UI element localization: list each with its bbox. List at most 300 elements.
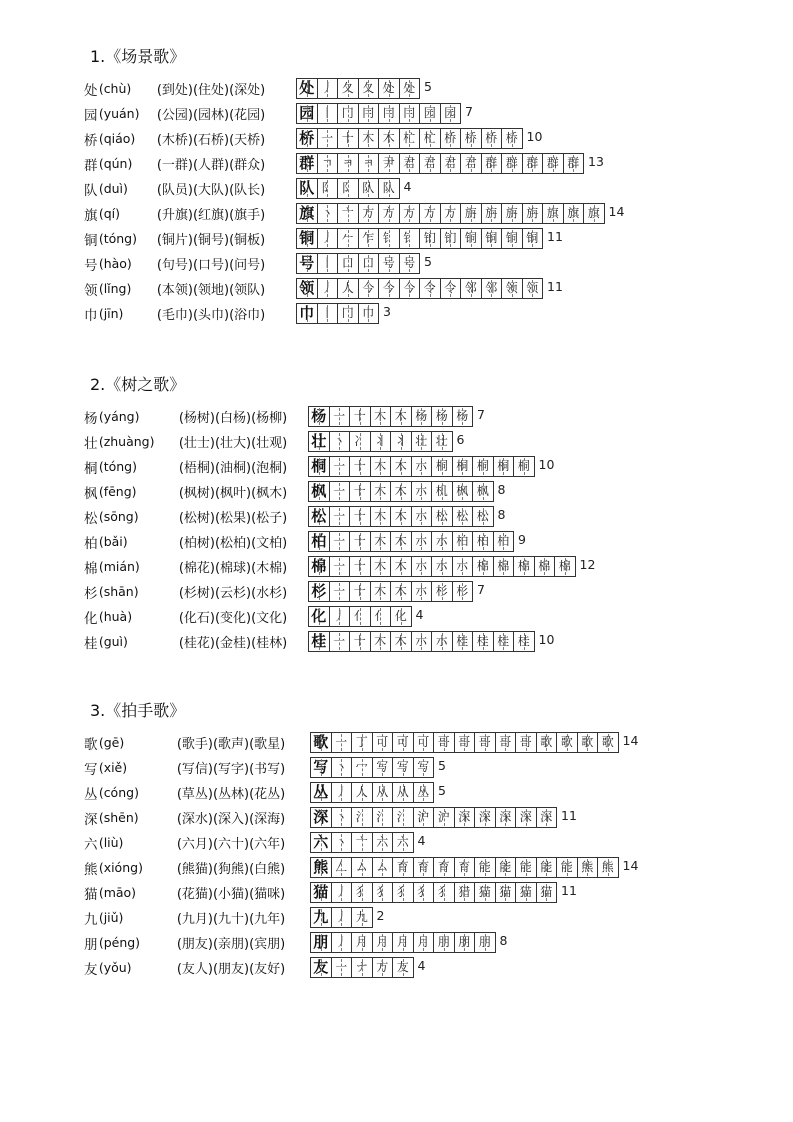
stroke-box: 能 <box>496 858 517 877</box>
phrases-label: (句号)(口号)(问号) <box>156 258 266 273</box>
phrases-label: (公园)(园林)(花园) <box>156 108 266 123</box>
stroke-box: 木 <box>391 457 412 476</box>
phrases-label: (毛巾)(头巾)(浴巾) <box>156 308 266 323</box>
stroke-box: 令 <box>441 279 462 298</box>
stroke-box: 朩 <box>453 557 474 576</box>
stroke-order-boxes <box>310 882 557 903</box>
phrases-label: (升旗)(红旗)(旗手) <box>156 208 266 223</box>
pinyin-label: (gē) <box>98 735 125 750</box>
char-box: 号 <box>297 254 318 273</box>
stroke-count: 4 <box>403 179 412 194</box>
stroke-box: 从 <box>393 783 414 802</box>
stroke-box: 哥 <box>496 733 517 752</box>
stroke-box: 松 <box>432 507 453 526</box>
list-item <box>84 276 563 301</box>
stroke-box: 乍 <box>359 229 380 248</box>
phrases-label: (桂花)(金桂)(桂林) <box>178 636 288 651</box>
stroke-box: 沪 <box>414 808 435 827</box>
stroke-box: 化 <box>391 607 412 626</box>
stroke-box: 犭 <box>414 883 435 902</box>
stroke-box: 夂 <box>359 79 380 98</box>
phrases-label: (友人)(朋友)(友好) <box>176 962 286 977</box>
pinyin-label: (lǐng) <box>98 281 132 296</box>
list-item <box>84 805 577 830</box>
stroke-box: 朩 <box>412 632 433 651</box>
stroke-box: 木 <box>391 557 412 576</box>
stroke-count: 14 <box>608 204 625 219</box>
stroke-order-boxes <box>308 481 494 502</box>
stroke-box: 旃 <box>502 204 523 223</box>
stroke-box: 一 <box>330 407 351 426</box>
stroke-box: 壮 <box>412 432 433 451</box>
stroke-box: 哥 <box>434 733 455 752</box>
stroke-box: 沪 <box>434 808 455 827</box>
stroke-box: 棉 <box>473 557 494 576</box>
stroke-box: 钅 <box>379 229 400 248</box>
stroke-count: 11 <box>547 279 563 294</box>
char-label: 壮 <box>84 435 98 452</box>
stroke-box: 深 <box>496 808 517 827</box>
stroke-order-boxes <box>296 278 543 299</box>
pinyin-label: (péng) <box>98 935 141 950</box>
stroke-box: 一 <box>330 507 351 526</box>
list-item <box>84 629 555 654</box>
stroke-box: 杉 <box>453 582 474 601</box>
char-box: 队 <box>297 179 318 198</box>
char-box: 枫 <box>309 482 330 501</box>
char-box: 棉 <box>309 557 330 576</box>
list-item <box>84 301 391 326</box>
stroke-box: 君 <box>420 154 441 173</box>
stroke-box: 今 <box>379 279 400 298</box>
stroke-box: 歌 <box>578 733 599 752</box>
stroke-box: 朩 <box>412 482 433 501</box>
stroke-box: 深 <box>516 808 537 827</box>
stroke-box: 邻 <box>461 279 482 298</box>
stroke-order-boxes <box>310 757 434 778</box>
stroke-box: 旗 <box>564 204 585 223</box>
pinyin-label: (mián) <box>98 559 140 574</box>
stroke-box: 木 <box>379 129 400 148</box>
char-label: 队 <box>84 182 98 199</box>
char-box: 九 <box>311 908 332 927</box>
list-item <box>84 780 446 805</box>
stroke-count: 8 <box>497 507 506 522</box>
phrases-label: (花猫)(小猫)(猫咪) <box>176 887 286 902</box>
char-label: 猫 <box>84 886 98 903</box>
stroke-count: 11 <box>547 229 563 244</box>
stroke-box: 朋 <box>455 933 476 952</box>
stroke-box: 枫 <box>453 482 474 501</box>
char-label: 巾 <box>84 307 98 324</box>
char-label: 号 <box>84 257 98 274</box>
stroke-count: 10 <box>538 457 555 472</box>
stroke-count: 10 <box>526 129 543 144</box>
stroke-box: 木 <box>371 582 392 601</box>
char-box: 柏 <box>309 532 330 551</box>
stroke-box: 哥 <box>455 733 476 752</box>
pinyin-label: (māo) <box>98 885 137 900</box>
stroke-box: 深 <box>455 808 476 827</box>
stroke-box: 六 <box>393 833 414 852</box>
pinyin-label: (jiǔ) <box>98 910 124 925</box>
stroke-box: 犭 <box>373 883 394 902</box>
pinyin-label: (huà) <box>98 609 133 624</box>
stroke-order-boxes <box>296 253 420 274</box>
pinyin-label: (xióng) <box>98 860 143 875</box>
stroke-box: 棉 <box>494 557 515 576</box>
char-box: 巾 <box>297 304 318 323</box>
stroke-box: 友 <box>393 958 414 977</box>
char-box: 朋 <box>311 933 332 952</box>
phrases-label: (杉树)(云杉)(水杉) <box>178 586 288 601</box>
stroke-count: 5 <box>424 79 432 94</box>
stroke-box: 钅 <box>400 229 421 248</box>
stroke-box: 队 <box>359 179 380 198</box>
stroke-box: 方 <box>379 204 400 223</box>
char-label: 领 <box>84 282 98 299</box>
stroke-box: 钔 <box>441 229 462 248</box>
stroke-box: 歌 <box>537 733 558 752</box>
char-label: 歌 <box>84 736 98 753</box>
stroke-box: 熊 <box>598 858 619 877</box>
char-box: 写 <box>311 758 332 777</box>
stroke-box: 朩 <box>432 557 453 576</box>
stroke-box: 丿 <box>318 79 339 98</box>
stroke-box: 𠂉 <box>338 229 359 248</box>
phrases-label: (木桥)(石桥)(天桥) <box>156 133 266 148</box>
stroke-box: 人 <box>352 783 373 802</box>
pinyin-label: (zhuàng) <box>98 434 155 449</box>
stroke-box: 可 <box>393 733 414 752</box>
stroke-box: 口 <box>359 254 380 273</box>
char-label: 九 <box>84 911 98 928</box>
pinyin-label: (yuán) <box>98 106 140 121</box>
phrases-label: (到处)(住处)(深处) <box>156 83 266 98</box>
stroke-box: 月 <box>414 933 435 952</box>
pinyin-label: (jīn) <box>98 306 124 321</box>
pinyin-label: (chù) <box>98 81 132 96</box>
char-label: 旗 <box>84 207 98 224</box>
stroke-box: 从 <box>373 783 394 802</box>
stroke-box: 十 <box>350 632 371 651</box>
stroke-box: 木 <box>359 129 380 148</box>
stroke-box: 朋 <box>434 933 455 952</box>
section-title: 3.《拍手歌》 <box>90 701 186 720</box>
pinyin-label: (sōng) <box>98 509 139 524</box>
char-label: 柏 <box>84 535 98 552</box>
stroke-box: 园 <box>420 104 441 123</box>
stroke-box: 方 <box>420 204 441 223</box>
stroke-box: 桂 <box>473 632 494 651</box>
char-list <box>84 404 596 654</box>
stroke-box: 氵 <box>393 808 414 827</box>
list-item <box>84 226 563 251</box>
stroke-box: 冃 <box>400 104 421 123</box>
stroke-box: 木 <box>391 532 412 551</box>
stroke-box: 丿 <box>332 933 353 952</box>
stroke-box: 旃 <box>482 204 503 223</box>
list-item <box>84 201 625 226</box>
stroke-order-boxes <box>310 957 414 978</box>
phrases-label: (歌手)(歌声)(歌星) <box>176 737 286 752</box>
list-item <box>84 151 604 176</box>
stroke-box: 冖 <box>352 758 373 777</box>
phrases-label: (队员)(大队)(队长) <box>156 183 266 198</box>
stroke-box: 一 <box>330 532 351 551</box>
stroke-box: 朩 <box>412 557 433 576</box>
stroke-order-boxes <box>310 732 619 753</box>
stroke-count: 11 <box>561 883 577 898</box>
stroke-box: 方 <box>400 204 421 223</box>
stroke-box: 号 <box>400 254 421 273</box>
stroke-box: 一 <box>330 632 351 651</box>
stroke-box: 铜 <box>523 229 544 248</box>
pinyin-label: (tóng) <box>98 231 137 246</box>
stroke-count: 14 <box>622 858 639 873</box>
stroke-box: 杨 <box>412 407 433 426</box>
stroke-box: 一 <box>332 733 353 752</box>
stroke-box: 棉 <box>514 557 535 576</box>
stroke-box: 木 <box>371 457 392 476</box>
stroke-box: 犭 <box>393 883 414 902</box>
list-item <box>84 101 473 126</box>
stroke-box: 方 <box>373 958 394 977</box>
stroke-box: 亠 <box>352 833 373 852</box>
stroke-box: 犭 <box>434 883 455 902</box>
stroke-order-boxes <box>308 556 576 577</box>
phrases-label: (壮士)(壮大)(壮观) <box>178 436 288 451</box>
char-label: 松 <box>84 510 98 527</box>
list-item <box>84 504 506 529</box>
pinyin-label: (yáng) <box>98 409 140 424</box>
stroke-order-boxes <box>296 303 379 324</box>
stroke-box: ナ <box>352 958 373 977</box>
stroke-box: 口 <box>338 254 359 273</box>
stroke-box: ㅋ <box>359 154 380 173</box>
stroke-box: ム <box>352 858 373 877</box>
char-label: 群 <box>84 157 98 174</box>
stroke-box: 可 <box>414 733 435 752</box>
stroke-box: 队 <box>379 179 400 198</box>
list-item <box>84 479 506 504</box>
stroke-order-boxes <box>308 406 473 427</box>
char-label: 朋 <box>84 936 98 953</box>
stroke-box: 丁 <box>352 733 373 752</box>
list-item <box>84 126 543 151</box>
stroke-box: 月 <box>352 933 373 952</box>
stroke-order-boxes <box>310 832 414 853</box>
list-item <box>84 955 426 980</box>
stroke-box: 朋 <box>475 933 496 952</box>
stroke-box: 一 <box>330 557 351 576</box>
stroke-box: 月 <box>393 933 414 952</box>
stroke-box: 旗 <box>584 204 605 223</box>
char-label: 杉 <box>84 585 98 602</box>
stroke-box: 亠 <box>338 204 359 223</box>
stroke-box: 旗 <box>543 204 564 223</box>
stroke-box: 十 <box>350 557 371 576</box>
char-label: 枫 <box>84 485 98 502</box>
stroke-box: 丶 <box>318 204 339 223</box>
stroke-box: 夂 <box>338 79 359 98</box>
stroke-box: 群 <box>564 154 585 173</box>
stroke-box: 能 <box>475 858 496 877</box>
phrases-label: (铜片)(铜号)(铜板) <box>156 233 266 248</box>
stroke-box: 钔 <box>420 229 441 248</box>
pinyin-label: (hào) <box>98 256 132 271</box>
char-box: 群 <box>297 154 318 173</box>
stroke-count: 10 <box>538 632 555 647</box>
pinyin-label: (qún) <box>98 156 133 171</box>
stroke-count: 5 <box>438 758 446 773</box>
stroke-box: 一 <box>332 958 353 977</box>
phrases-label: (梧桐)(油桐)(泡桐) <box>178 461 288 476</box>
section-title: 2.《树之歌》 <box>90 375 186 394</box>
char-box: 熊 <box>311 858 332 877</box>
phrases-label: (写信)(写字)(书写) <box>176 762 286 777</box>
pinyin-label: (shān) <box>98 584 139 599</box>
list-item <box>84 529 526 554</box>
stroke-box: 育 <box>414 858 435 877</box>
stroke-box: 杧 <box>420 129 441 148</box>
stroke-box: 棉 <box>535 557 556 576</box>
stroke-order-boxes <box>310 807 557 828</box>
stroke-count: 6 <box>456 432 465 447</box>
stroke-box: 桥 <box>441 129 462 148</box>
char-label: 园 <box>84 107 98 124</box>
stroke-box: 一 <box>330 582 351 601</box>
stroke-box: 松 <box>473 507 494 526</box>
stroke-order-boxes <box>296 153 584 174</box>
stroke-order-boxes <box>308 581 473 602</box>
stroke-box: 氵 <box>352 808 373 827</box>
stroke-box: 桐 <box>432 457 453 476</box>
stroke-order-boxes <box>308 431 453 452</box>
stroke-box: 桐 <box>514 457 535 476</box>
stroke-count: 14 <box>622 733 639 748</box>
stroke-box: 领 <box>502 279 523 298</box>
stroke-box: 今 <box>359 279 380 298</box>
stroke-box: 猫 <box>516 883 537 902</box>
stroke-box: 丶 <box>332 758 353 777</box>
stroke-box: 猎 <box>455 883 476 902</box>
stroke-box: 铜 <box>482 229 503 248</box>
stroke-count: 8 <box>497 482 506 497</box>
list-item <box>84 176 412 201</box>
stroke-box: 丿 <box>332 883 353 902</box>
section-title: 1.《场景歌》 <box>90 47 186 66</box>
phrases-label: (朋友)(亲朋)(宾朋) <box>176 937 286 952</box>
char-box: 猫 <box>311 883 332 902</box>
stroke-box: 群 <box>482 154 503 173</box>
stroke-box: 桥 <box>502 129 523 148</box>
stroke-count: 4 <box>417 833 426 848</box>
stroke-box: 九 <box>352 908 373 927</box>
stroke-box: 猫 <box>475 883 496 902</box>
stroke-count: 4 <box>417 958 426 973</box>
pinyin-label: (guì) <box>98 634 128 649</box>
pinyin-label: (liù) <box>98 835 124 850</box>
stroke-box: 木 <box>391 582 412 601</box>
stroke-box: 氵 <box>373 808 394 827</box>
stroke-box: 猫 <box>496 883 517 902</box>
char-label: 处 <box>84 82 98 99</box>
stroke-box: 木 <box>391 407 412 426</box>
stroke-box: 冂 <box>338 104 359 123</box>
char-box: 壮 <box>309 432 330 451</box>
stroke-box: 丨 <box>318 304 339 323</box>
stroke-box: 棉 <box>555 557 576 576</box>
stroke-count: 12 <box>579 557 596 572</box>
stroke-box: 杧 <box>400 129 421 148</box>
stroke-box: 枫 <box>473 482 494 501</box>
stroke-order-boxes <box>308 531 514 552</box>
char-label: 杨 <box>84 410 98 427</box>
stroke-box: 今 <box>400 279 421 298</box>
list-item <box>84 604 424 629</box>
stroke-box: 歌 <box>598 733 619 752</box>
char-box: 处 <box>297 79 318 98</box>
char-box: 松 <box>309 507 330 526</box>
stroke-box: 柏 <box>494 532 515 551</box>
char-label: 铜 <box>84 232 98 249</box>
pinyin-label: (qí) <box>98 206 120 221</box>
stroke-box: 方 <box>441 204 462 223</box>
stroke-count: 4 <box>415 607 424 622</box>
phrases-label: (熊猫)(狗熊)(白熊) <box>176 862 286 877</box>
pinyin-label: (qiáo) <box>98 131 136 146</box>
phrases-label: (草丛)(丛林)(花丛) <box>176 787 286 802</box>
stroke-box: 丿 <box>332 908 353 927</box>
char-box: 桐 <box>309 457 330 476</box>
stroke-order-boxes <box>296 128 523 149</box>
stroke-box: 桂 <box>514 632 535 651</box>
stroke-box: 一 <box>330 482 351 501</box>
stroke-order-boxes <box>308 606 412 627</box>
stroke-box: 丨 <box>318 254 339 273</box>
list-item <box>84 730 639 755</box>
phrases-label: (九月)(九十)(九年) <box>176 912 286 927</box>
pinyin-label: (yǒu) <box>98 960 132 975</box>
stroke-box: 丶 <box>332 833 353 852</box>
stroke-box: 桂 <box>494 632 515 651</box>
stroke-box: 木 <box>391 482 412 501</box>
stroke-order-boxes <box>308 631 535 652</box>
stroke-box: 君 <box>400 154 421 173</box>
stroke-box: 领 <box>523 279 544 298</box>
stroke-box: 育 <box>434 858 455 877</box>
stroke-box: 丿 <box>318 279 339 298</box>
stroke-box: 朩 <box>412 582 433 601</box>
phrases-label: (松树)(松果)(松子) <box>178 511 288 526</box>
stroke-box: 木 <box>391 507 412 526</box>
phrases-label: (六月)(六十)(六年) <box>176 837 286 852</box>
stroke-box: 方 <box>359 204 380 223</box>
stroke-count: 2 <box>376 908 385 923</box>
stroke-box: 壮 <box>432 432 453 451</box>
stroke-box: 杉 <box>432 582 453 601</box>
char-box: 铜 <box>297 229 318 248</box>
stroke-box: 𠃋 <box>332 858 353 877</box>
stroke-box: 歌 <box>557 733 578 752</box>
stroke-box: 处 <box>400 79 421 98</box>
char-label: 棉 <box>84 560 98 577</box>
stroke-box: 六 <box>373 833 394 852</box>
stroke-order-boxes <box>310 907 373 928</box>
stroke-box: 十 <box>350 532 371 551</box>
stroke-box: 木 <box>371 482 392 501</box>
